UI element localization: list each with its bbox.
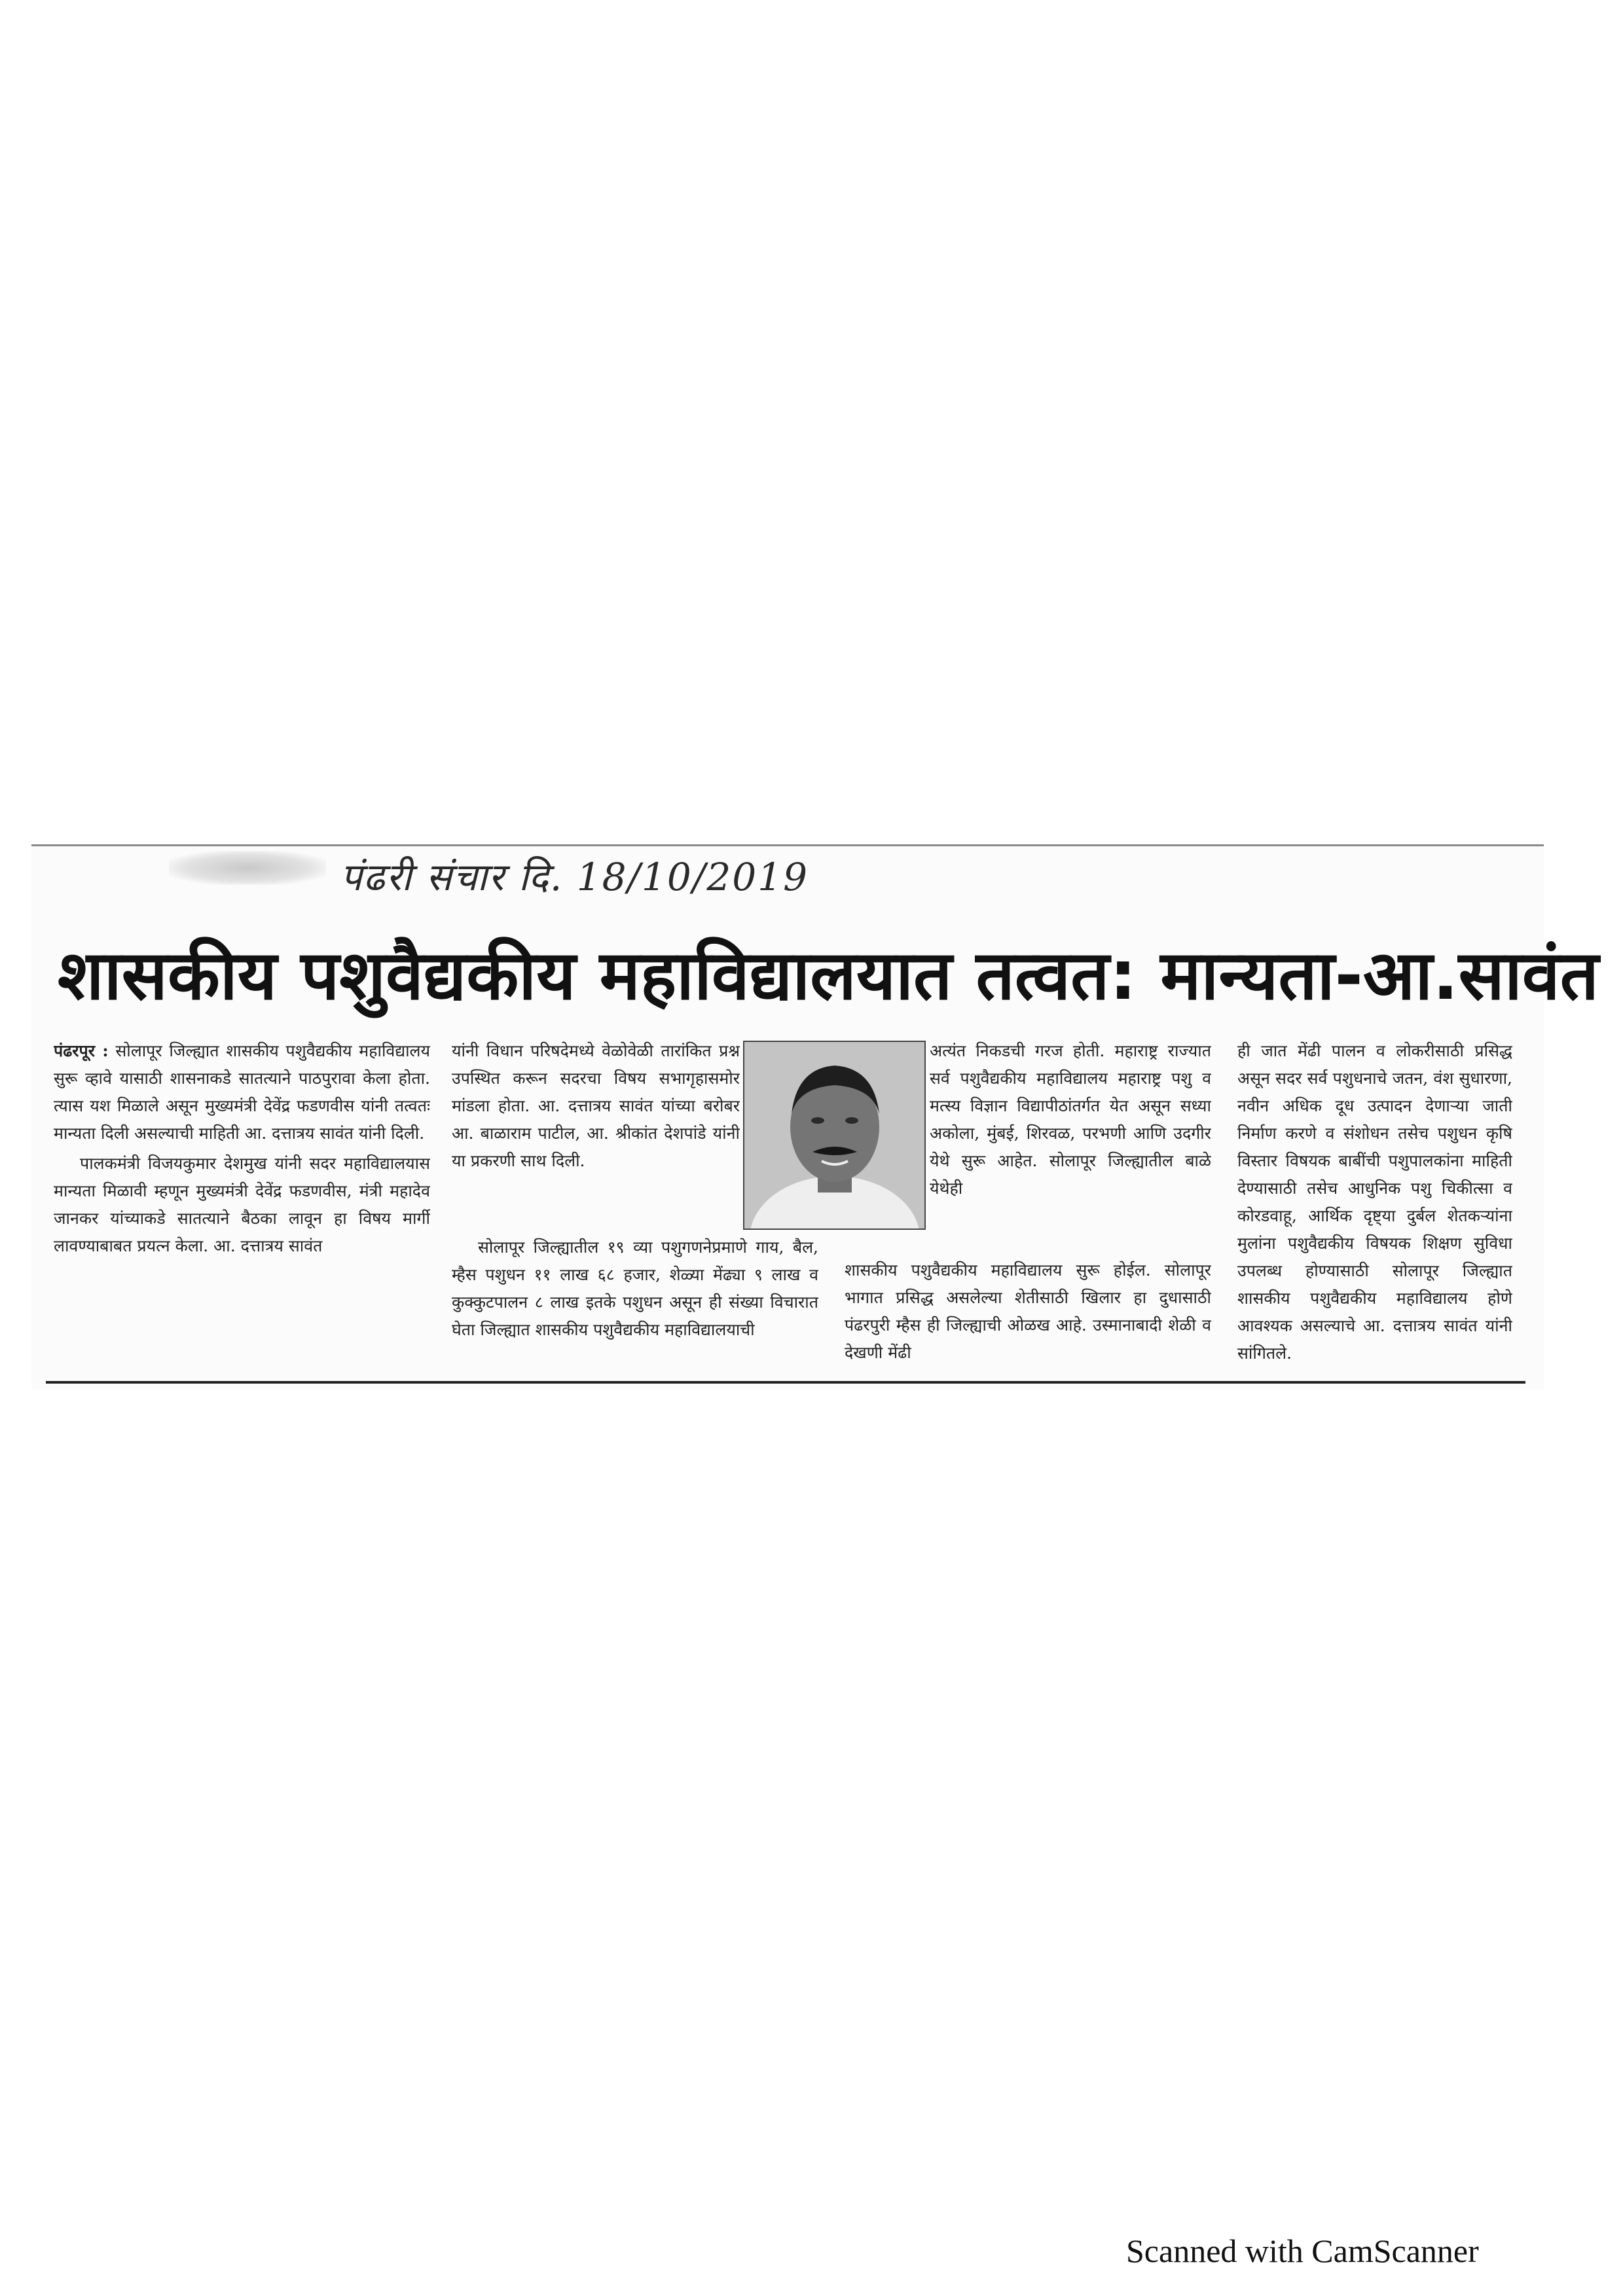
col1-paragraph-1: सोलापूर जिल्ह्यात शासकीय पशुवैद्यकीय महाविद्यालय सुरू व्हावे यासाठी शासनाकडे सातत्याने पाठपुरावा केला होता. त्यास यश मिळाले असून मुख्यमंत्री देवेंद्र फडणवीस यांनी तत्वतः मान्यता दिली असल्याची माहिती आ. दत्तात्रय सावंत यांनी दिली. [54,1041,430,1143]
masthead-smudge [169,851,326,885]
col2-paragraph-1: यांनी विधान परिषदेमध्ये वेळोवेळी तारांकित प्रश्न उपस्थित करून सदरचा विषय सभागृहासमोर मांडला होता. आ. दत्तात्रय सावंत यांच्या बरोबर आ. बाळाराम पाटील, आ. श्रीकांत देशपांडे यांनी या प्रकरणी साथ दिली. [452,1041,740,1170]
col3-paragraph-2: शासकीय पशुवैद्यकीय महाविद्यालय सुरू होईल. सोलापूर भागात प्रसिद्ध असलेल्या शेतीसाठी खिलार हा दुधासाठी पंढरपुरी म्हैस ही जिल्ह्याची ओळख आहे. उस्मानाबादी शेळी व देखणी मेंढी [845,1261,1211,1362]
article-column-1 [54,1037,430,1378]
col2-paragraph-2: सोलापूर जिल्ह्यातील १९ व्या पशुगणनेप्रमाणे गाय, बैल, म्हैस पशुधन ११ लाख ६८ हजार, शेळ्या मेंढ्या ९ लाख व कुक्कुटपालन ८ लाख इतके पशुधन असून ही संख्या विचारात घेता जिल्ह्यात शासकीय पशुवैद्यकीय महाविद्यालयाची [452,1238,818,1339]
article-column-3 [845,1037,1211,1378]
camscanner-watermark: Scanned with CamScanner [1126,2233,1479,2269]
article-column-4 [1237,1037,1512,1378]
article-headline: शासकीय पशुवैद्यकीय महाविद्यालयात तत्वत: मान्यता-आ.सावंत [58,935,1599,1015]
col1-paragraph-2: पालकमंत्री विजयकुमार देशमुख यांनी सदर महाविद्यालयास मान्यता मिळावी म्हणून मुख्यमंत्री देवेंद्र फडणवीस, मंत्री महादेव जानकर यांच्याकडे सातत्याने बैठका लावून हा विषय मार्गी लावण्याबाबत प्रयत्न केला. आ. दत्तात्रय सावंत [54,1154,430,1255]
clipping-bottom-rule [46,1381,1525,1384]
handwritten-source-note: पंढरी संचार दि. 18/10/2019 [340,855,809,899]
article-dateline: पंढरपूर : [54,1041,109,1060]
col3-paragraph-1: अत्यंत निकडची गरज होती. महाराष्ट्र राज्यात सर्व पशुवैद्यकीय महाविद्यालय महाराष्ट्र पशु व मत्स्य विज्ञान विद्यापीठांतर्गत येत असून सध्या अकोला, मुंबई, शिरवळ, परभणी आणि उदगीर येथे सुरू आहेत. सोलापूर जिल्ह्यातील बाळे येथेही [930,1041,1211,1198]
col4-paragraph-1: ही जात मेंढी पालन व लोकरीसाठी प्रसिद्ध असून सदर सर्व पशुधनाचे जतन, वंश सुधारणा, नवीन अधिक दूध उत्पादन देणाऱ्या जाती निर्माण करणे व संशोधन तसेच पशुधन कृषि विस्तार विषयक बाबींची पशुपालकांना माहिती देण्यासाठी तसेच आधुनिक पशु चिकीत्सा व कोरडवाहू, आर्थिक दृष्ट्या दुर्बल शेतकऱ्यांना मुलांना पशुवैद्यकीय विषयक शिक्षण सुविधा उपलब्ध होण्यासाठी सोलापूर जिल्ह्यात शासकीय पशुवैद्यकीय महाविद्यालय होणे आवश्यक असल्याचे आ. दत्तात्रय सावंत यांनी सांगितले. [1237,1041,1512,1363]
